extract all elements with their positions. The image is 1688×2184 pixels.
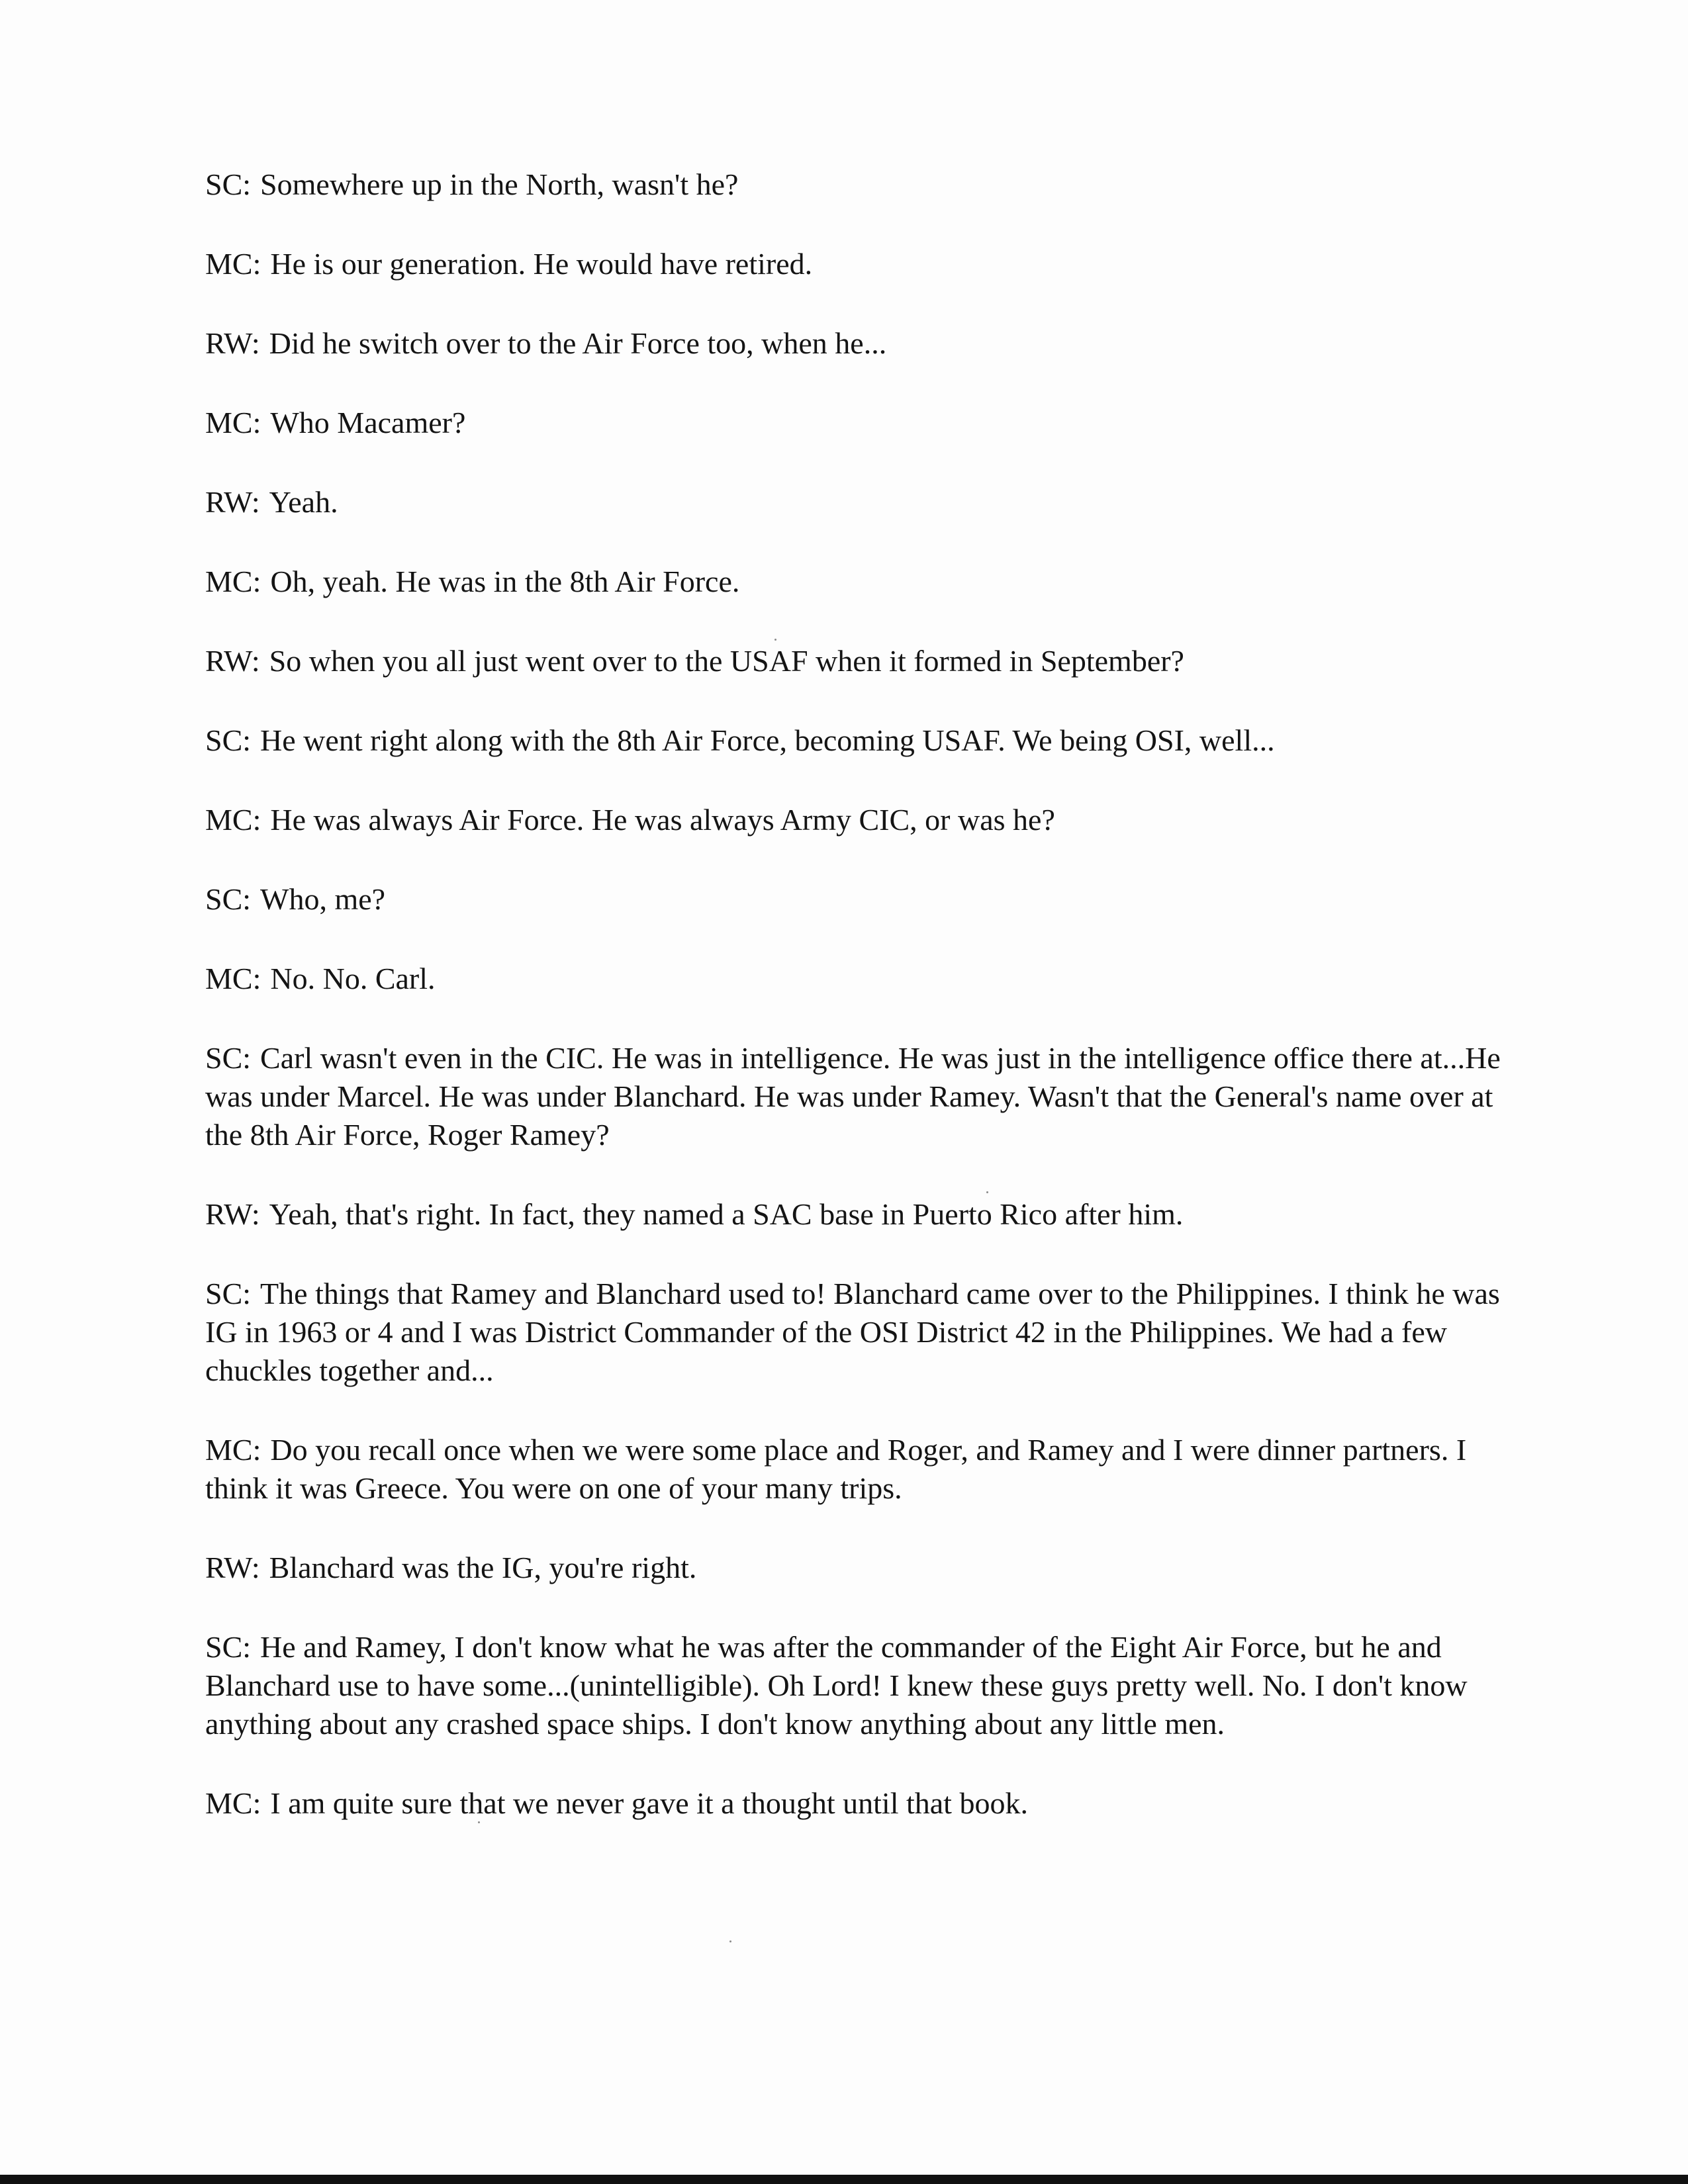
utterance-text: So when you all just went over to the USAF when it formed in September? xyxy=(269,644,1184,678)
utterance-text: He is our generation. He would have retired. xyxy=(270,247,813,281)
scan-bottom-edge xyxy=(0,2175,1688,2184)
utterance-text: Oh, yeah. He was in the 8th Air Force. xyxy=(270,565,740,598)
scan-speck xyxy=(478,1821,480,1823)
speaker-label: MC: xyxy=(205,962,261,995)
utterance-text: Who Macamer? xyxy=(270,406,466,439)
utterance-text: He went right along with the 8th Air Force, becoming USAF. We being OSI, well... xyxy=(260,723,1275,757)
speaker-label: SC: xyxy=(205,1041,252,1075)
utterance-text: Carl wasn't even in the CIC. He was in intelligence. He was just in the intelligence office there at...He was under Marcel. He was under Blanchard. He was under Ramey. Wasn't that the General's name over at the 8th Air Force, Roger Ramey? xyxy=(205,1041,1501,1152)
speaker-label: SC: xyxy=(205,723,252,757)
interview-transcript xyxy=(205,165,1529,1864)
scan-speck xyxy=(729,1940,731,1942)
transcript-line xyxy=(205,404,1529,442)
utterance-text: Do you recall once when we were some place and Roger, and Ramey and I were dinner partners. I think it was Greece. You were on one of your many trips. xyxy=(205,1433,1467,1505)
utterance-text: The things that Ramey and Blanchard used to! Blanchard came over to the Philippines. I think he was IG in 1963 or 4 and I was District Commander of the OSI District 42 in the Philippines. We had a few chuckles together and... xyxy=(205,1277,1500,1387)
utterance-text: Yeah. xyxy=(269,485,338,519)
speaker-label: MC: xyxy=(205,247,261,281)
transcript-line xyxy=(205,1784,1529,1823)
speaker-label: SC: xyxy=(205,167,252,201)
speaker-label: MC: xyxy=(205,406,261,439)
utterance-text: He and Ramey, I don't know what he was after the commander of the Eight Air Force, but he and Blanchard use to have some...(unintelligible). Oh Lord! I knew these guys pretty well. No. I don't know anything about any crashed space ships. I don't know anything about any little men. xyxy=(205,1630,1468,1741)
utterance-text: Yeah, that's right. In fact, they named a SAC base in Puerto Rico after him. xyxy=(269,1197,1184,1231)
speaker-label: SC: xyxy=(205,1277,252,1310)
transcript-line xyxy=(205,1039,1529,1154)
speaker-label: MC: xyxy=(205,565,261,598)
transcript-line xyxy=(205,1431,1529,1508)
utterance-text: Blanchard was the IG, you're right. xyxy=(269,1551,697,1584)
speaker-label: MC: xyxy=(205,1786,261,1820)
transcript-line xyxy=(205,1628,1529,1743)
transcript-line xyxy=(205,1195,1529,1234)
transcript-line xyxy=(205,1549,1529,1587)
transcript-line xyxy=(205,880,1529,919)
speaker-label: MC: xyxy=(205,803,261,837)
speaker-label: MC: xyxy=(205,1433,261,1467)
speaker-label: SC: xyxy=(205,882,252,916)
speaker-label: SC: xyxy=(205,1630,252,1664)
speaker-label: RW: xyxy=(205,1197,260,1231)
transcript-line xyxy=(205,1275,1529,1390)
transcript-line xyxy=(205,801,1529,839)
transcript-line xyxy=(205,324,1529,363)
transcript-line xyxy=(205,960,1529,998)
transcript-line xyxy=(205,642,1529,680)
utterance-text: He was always Air Force. He was always Army CIC, or was he? xyxy=(270,803,1055,837)
utterance-text: No. No. Carl. xyxy=(270,962,436,995)
scan-speck xyxy=(986,1191,988,1193)
utterance-text: Somewhere up in the North, wasn't he? xyxy=(260,167,739,201)
transcript-line xyxy=(205,483,1529,522)
transcript-line xyxy=(205,721,1529,760)
scan-speck xyxy=(774,639,776,641)
utterance-text: Who, me? xyxy=(260,882,386,916)
speaker-label: RW: xyxy=(205,644,260,678)
transcript-line xyxy=(205,245,1529,283)
speaker-label: RW: xyxy=(205,1551,260,1584)
transcript-line xyxy=(205,165,1529,204)
utterance-text: I am quite sure that we never gave it a thought until that book. xyxy=(270,1786,1028,1820)
utterance-text: Did he switch over to the Air Force too, when he... xyxy=(269,326,887,360)
transcript-line xyxy=(205,563,1529,601)
speaker-label: RW: xyxy=(205,485,260,519)
speaker-label: RW: xyxy=(205,326,260,360)
